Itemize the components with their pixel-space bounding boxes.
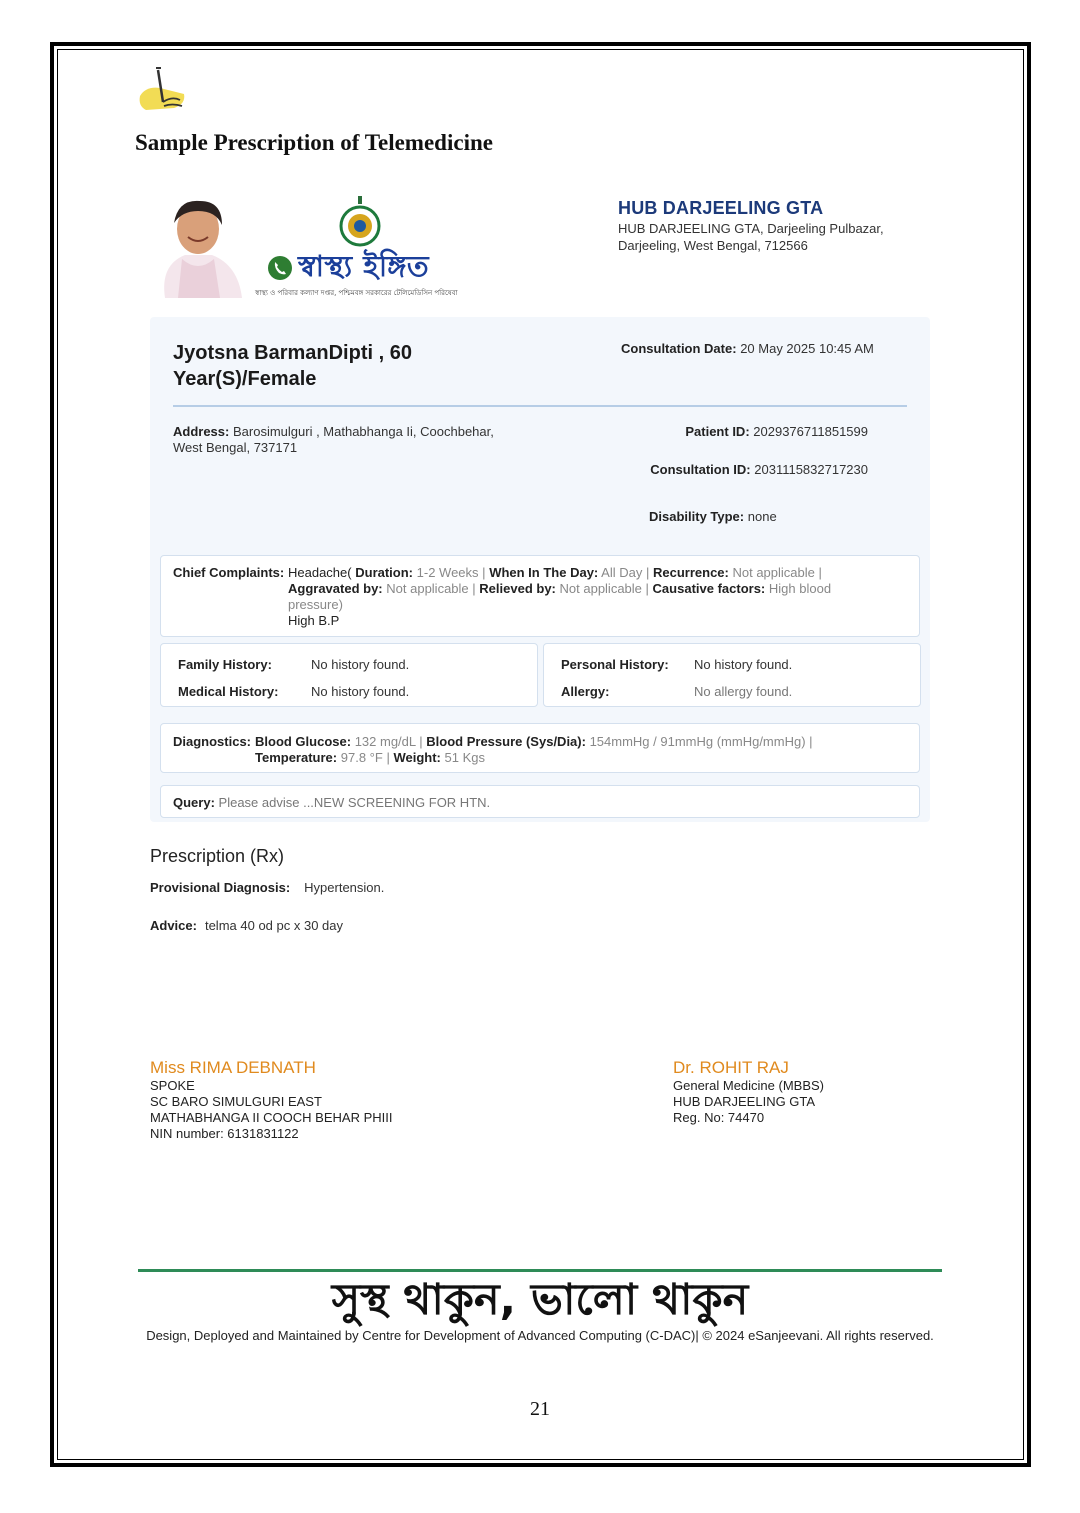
medical-history-label: Medical History: — [178, 684, 279, 699]
footer-credits: Design, Deployed and Maintained by Centre for Development of Advanced Computing (C-DAC)| © 2024 eSanjeevani. All rights reserved. — [146, 1328, 934, 1343]
advice: Advice: telma 40 od pc x 30 day — [150, 918, 343, 933]
pen-writing-icon — [136, 66, 188, 112]
portrait-photo — [150, 193, 245, 298]
doctor-details: General Medicine (MBBS) HUB DARJEELING GTA Reg. No: 74470 — [673, 1078, 824, 1125]
page-number: 21 — [530, 1398, 550, 1420]
doctor-name: Dr. ROHIT RAJ — [673, 1058, 789, 1077]
footer-slogan: সুস্থ থাকুন, ভালো থাকুন — [331, 1275, 749, 1325]
provisional-diagnosis: Provisional Diagnosis: Hypertension. — [150, 880, 385, 895]
allergy-label: Allergy: — [561, 684, 610, 699]
consultation-date: Consultation Date: 20 May 2025 10:45 AM — [621, 341, 874, 356]
hub-address: HUB DARJEELING GTA, Darjeeling Pulbazar, Darjeeling, West Bengal, 712566 — [618, 221, 884, 253]
diagnostics-label: Diagnostics: — [173, 734, 252, 749]
family-history-label: Family History: — [178, 657, 272, 672]
spoke-details: SPOKE SC BARO SIMULGURI EAST MATHABHANGA II COOCH BEHAR PHIII NIN number: 6131831122 — [150, 1078, 393, 1141]
personal-history-label: Personal History: — [561, 657, 669, 672]
brand-tagline: স্বাস্থ্য ও পরিবার কল্যাণ দপ্তর, পশ্চিমবঙ্গ সরকারের টেলিমেডিসিন পরিষেবা — [255, 289, 458, 297]
patient-name: Jyotsna BarmanDipti , 60 Year(S)/Female — [173, 342, 412, 390]
query-text: Query: Please advise ...NEW SCREENING FOR HTN. — [173, 795, 491, 810]
panel-divider — [173, 405, 907, 407]
state-emblem-icon — [338, 196, 382, 248]
spoke-name: Miss RIMA DEBNATH — [150, 1058, 316, 1077]
diagnostics-text: Blood Glucose: 132 mg/dL | Blood Pressure (Sys/Dia): 154mmHg / 91mmHg (mmHg/mmHg) | Temperature: 97.8 °F | Weight: 51 Kgs — [255, 734, 813, 765]
page-title: Sample Prescription of Telemedicine — [135, 130, 493, 155]
prescription-heading: Prescription (Rx) — [150, 846, 285, 866]
brand-logo: স্বাস্থ্য ইঙ্গিত — [298, 249, 430, 283]
personal-history-value: No history found. — [694, 657, 793, 672]
patient-address: Address: Barosimulguri , Mathabhanga Ii, Coochbehar, West Bengal, 737171 — [173, 424, 494, 455]
chief-complaints-text: Headache( Duration: 1-2 Weeks | When In The Day: All Day | Recurrence: Not applicable | Aggravated by: Not applicable | Relieved by: Not applicable | Causative factors: High blood pressure) High B.P — [288, 565, 832, 628]
family-history-value: No history found. — [311, 657, 410, 672]
hub-title: HUB DARJEELING GTA — [618, 198, 824, 218]
patient-id: Patient ID: 2029376711851599 — [685, 424, 868, 439]
chief-complaints-label: Chief Complaints: — [173, 565, 285, 580]
disability-type: Disability Type: none — [649, 509, 777, 524]
phone-call-icon — [267, 255, 293, 281]
allergy-value: No allergy found. — [694, 684, 793, 699]
medical-history-value: No history found. — [311, 684, 410, 699]
consultation-id: Consultation ID: 2031115832717230 — [650, 462, 868, 477]
